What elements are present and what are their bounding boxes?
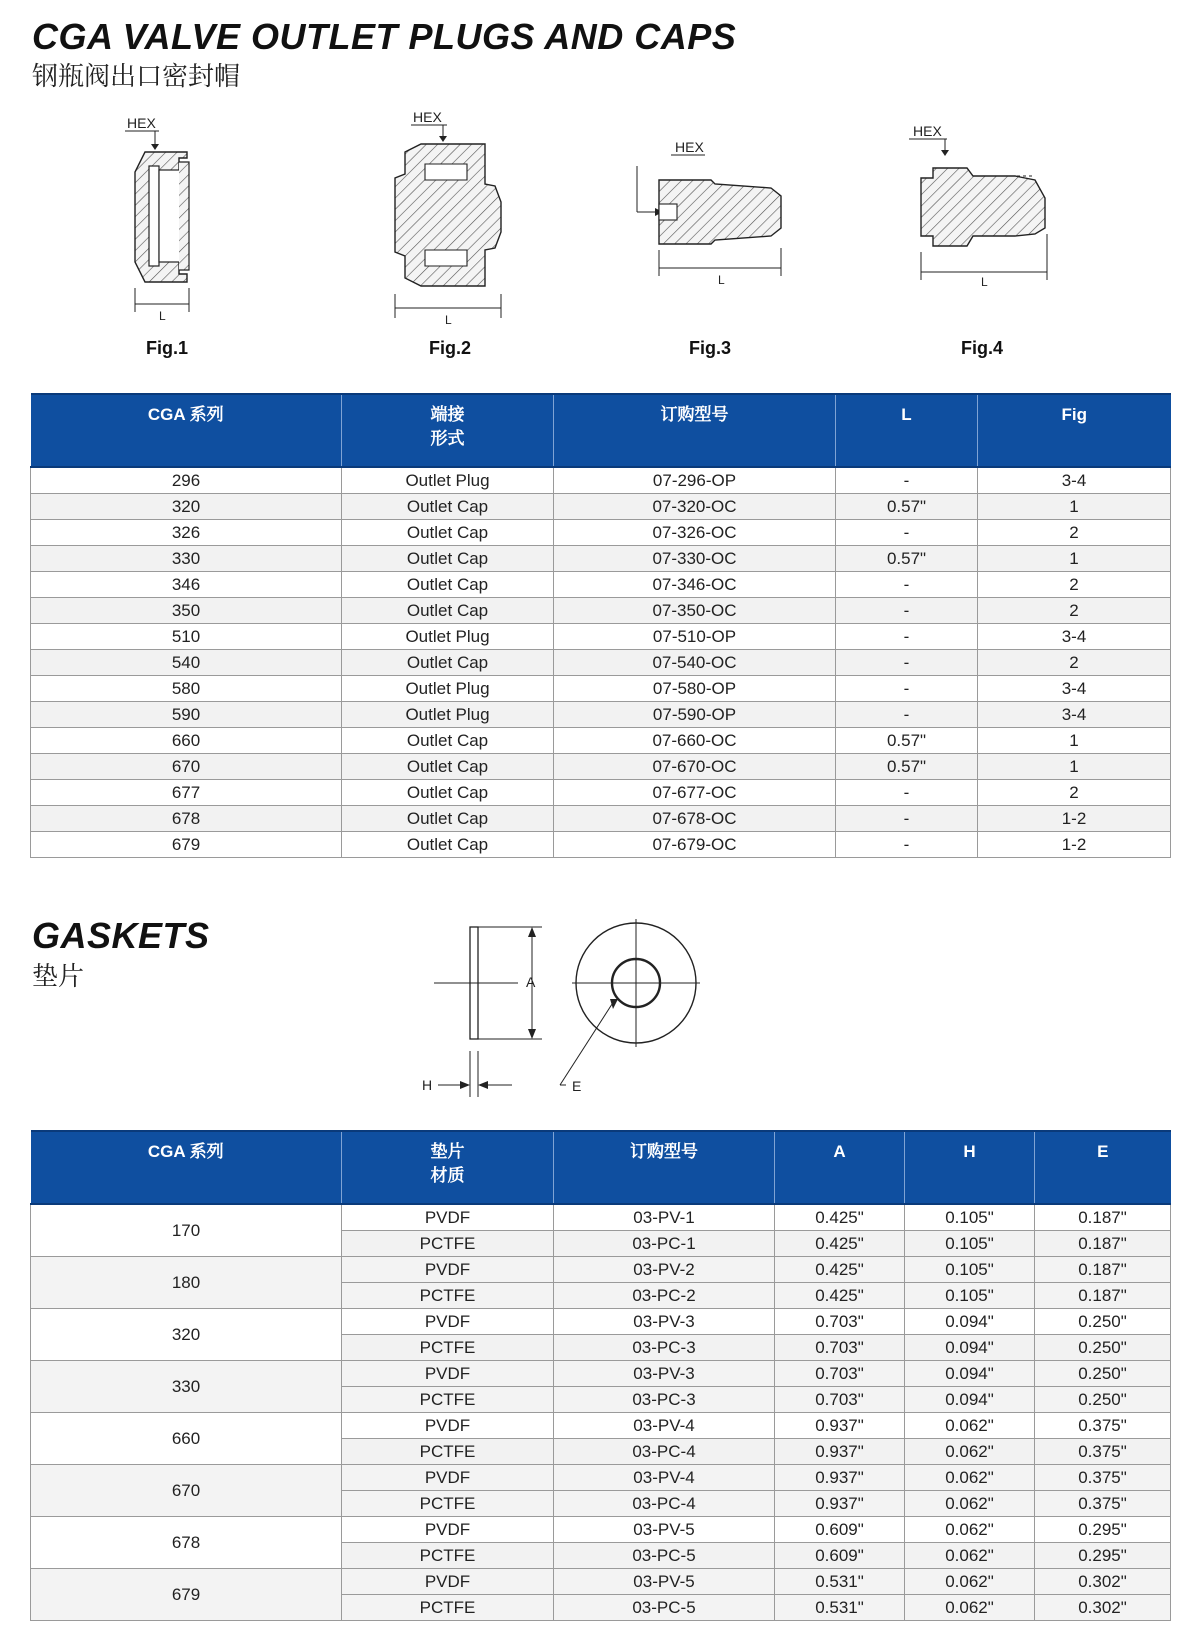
- cell-l: -: [836, 520, 978, 546]
- cell-order-number: 03-PV-1: [554, 1204, 775, 1231]
- cell-fig: 2: [978, 598, 1171, 624]
- cell-cga-series: 679: [31, 832, 342, 858]
- cell-h: 0.094": [905, 1335, 1035, 1361]
- cell-fig: 3-4: [978, 467, 1171, 494]
- cell-fig: 1: [978, 546, 1171, 572]
- cell-h: 0.062": [905, 1439, 1035, 1465]
- hex-label: HEX: [413, 109, 442, 125]
- cell-termination-type: Outlet Cap: [342, 754, 554, 780]
- cell-h: 0.094": [905, 1309, 1035, 1335]
- cell-cga-series: 510: [31, 624, 342, 650]
- fig3-plug-drawing: [635, 136, 815, 306]
- col-header-a: A: [775, 1131, 905, 1204]
- cell-h: 0.105": [905, 1204, 1035, 1231]
- cell-termination-type: Outlet Cap: [342, 832, 554, 858]
- cell-fig: 3-4: [978, 702, 1171, 728]
- cell-gasket-material: PCTFE: [342, 1335, 554, 1361]
- dim-l-label: L: [445, 313, 452, 327]
- cell-cga-series: 326: [31, 520, 342, 546]
- col-header-e: E: [1035, 1131, 1171, 1204]
- cell-a: 0.703": [775, 1361, 905, 1387]
- cell-cga-series: 350: [31, 598, 342, 624]
- cell-order-number: 07-330-OC: [554, 546, 836, 572]
- cell-e: 0.250": [1035, 1335, 1171, 1361]
- cell-order-number: 07-510-OP: [554, 624, 836, 650]
- cell-order-number: 03-PV-3: [554, 1309, 775, 1335]
- cell-cga-series: 330: [31, 1361, 342, 1413]
- cell-order-number: 03-PV-5: [554, 1569, 775, 1595]
- cell-cga-series: 678: [31, 1517, 342, 1569]
- cell-cga-series: 320: [31, 1309, 342, 1361]
- cell-order-number: 03-PC-3: [554, 1335, 775, 1361]
- cell-cga-series: 296: [31, 467, 342, 494]
- table-row: [31, 1517, 1171, 1543]
- cell-cga-series: 670: [31, 1465, 342, 1517]
- cell-termination-type: Outlet Cap: [342, 546, 554, 572]
- cell-termination-type: Outlet Cap: [342, 572, 554, 598]
- table-row: [31, 728, 1171, 754]
- col-header-gasket-material: 垫片 材质: [342, 1131, 554, 1204]
- cell-l: -: [836, 467, 978, 494]
- section-subtitle-gaskets: 垫片: [32, 962, 85, 992]
- cell-a: 0.425": [775, 1231, 905, 1257]
- cell-a: 0.937": [775, 1491, 905, 1517]
- cell-l: 0.57": [836, 494, 978, 520]
- cell-l: -: [836, 598, 978, 624]
- cell-gasket-material: PVDF: [342, 1517, 554, 1543]
- cell-gasket-material: PCTFE: [342, 1283, 554, 1309]
- cell-order-number: 07-346-OC: [554, 572, 836, 598]
- cell-a: 0.609": [775, 1517, 905, 1543]
- cell-termination-type: Outlet Plug: [342, 624, 554, 650]
- col-header-cga-series: CGA 系列: [31, 394, 342, 467]
- dim-a-label: A: [526, 974, 536, 990]
- cell-order-number: 03-PC-3: [554, 1387, 775, 1413]
- cell-e: 0.250": [1035, 1361, 1171, 1387]
- cell-l: -: [836, 676, 978, 702]
- cell-order-number: 03-PV-3: [554, 1361, 775, 1387]
- col-header-termination-type: 端接 形式: [342, 394, 554, 467]
- col-header-order-number: 订购型号: [554, 394, 836, 467]
- caps-table: [30, 393, 1171, 858]
- cell-gasket-material: PCTFE: [342, 1439, 554, 1465]
- cell-termination-type: Outlet Plug: [342, 702, 554, 728]
- cell-cga-series: 330: [31, 546, 342, 572]
- cell-order-number: 07-320-OC: [554, 494, 836, 520]
- cell-l: -: [836, 624, 978, 650]
- cell-cga-series: 180: [31, 1257, 342, 1309]
- section-title-gaskets: GASKETS: [32, 915, 210, 956]
- cell-e: 0.187": [1035, 1231, 1171, 1257]
- cell-termination-type: Outlet Cap: [342, 598, 554, 624]
- dim-l-label: L: [159, 309, 166, 323]
- cell-order-number: 03-PV-2: [554, 1257, 775, 1283]
- cell-fig: 2: [978, 780, 1171, 806]
- cell-cga-series: 580: [31, 676, 342, 702]
- cell-gasket-material: PVDF: [342, 1361, 554, 1387]
- cell-l: -: [836, 806, 978, 832]
- table-row: [31, 494, 1171, 520]
- cell-cga-series: 590: [31, 702, 342, 728]
- table-row: [31, 806, 1171, 832]
- cell-order-number: 07-296-OP: [554, 467, 836, 494]
- cell-a: 0.425": [775, 1204, 905, 1231]
- cell-l: -: [836, 780, 978, 806]
- cell-a: 0.937": [775, 1465, 905, 1491]
- cell-cga-series: 677: [31, 780, 342, 806]
- dim-l-label: L: [718, 273, 725, 287]
- cell-e: 0.187": [1035, 1257, 1171, 1283]
- table-row: [31, 1361, 1171, 1387]
- hex-label: HEX: [913, 123, 942, 139]
- cell-a: 0.937": [775, 1439, 905, 1465]
- cell-gasket-material: PVDF: [342, 1309, 554, 1335]
- cell-fig: 3-4: [978, 624, 1171, 650]
- table-row: [31, 754, 1171, 780]
- cell-h: 0.062": [905, 1465, 1035, 1491]
- table-row: [31, 1413, 1171, 1439]
- cell-gasket-material: PCTFE: [342, 1231, 554, 1257]
- cell-fig: 1: [978, 494, 1171, 520]
- cell-a: 0.937": [775, 1413, 905, 1439]
- dim-l-label: L: [981, 275, 988, 289]
- cell-a: 0.425": [775, 1283, 905, 1309]
- cell-termination-type: Outlet Cap: [342, 728, 554, 754]
- cell-fig: 1-2: [978, 832, 1171, 858]
- cell-fig: 1: [978, 728, 1171, 754]
- cell-e: 0.375": [1035, 1439, 1171, 1465]
- cell-order-number: 07-679-OC: [554, 832, 836, 858]
- cell-h: 0.062": [905, 1517, 1035, 1543]
- dim-e-label: E: [572, 1078, 582, 1094]
- cell-l: -: [836, 572, 978, 598]
- cell-gasket-material: PCTFE: [342, 1387, 554, 1413]
- section-title-caps: CGA VALVE OUTLET PLUGS AND CAPS: [32, 16, 737, 57]
- cell-order-number: 07-580-OP: [554, 676, 836, 702]
- cell-cga-series: 660: [31, 1413, 342, 1465]
- cell-termination-type: Outlet Cap: [342, 650, 554, 676]
- cell-cga-series: 170: [31, 1204, 342, 1257]
- cell-l: 0.57": [836, 754, 978, 780]
- cell-fig: 2: [978, 650, 1171, 676]
- table-row: [31, 520, 1171, 546]
- cell-order-number: 07-670-OC: [554, 754, 836, 780]
- cell-a: 0.531": [775, 1595, 905, 1621]
- cell-order-number: 03-PV-4: [554, 1413, 775, 1439]
- cell-gasket-material: PVDF: [342, 1204, 554, 1231]
- cell-order-number: 07-590-OP: [554, 702, 836, 728]
- col-header-order-number: 订购型号: [554, 1131, 775, 1204]
- cell-e: 0.250": [1035, 1387, 1171, 1413]
- cell-fig: 3-4: [978, 676, 1171, 702]
- cell-h: 0.062": [905, 1595, 1035, 1621]
- table-row: [31, 624, 1171, 650]
- cell-order-number: 07-677-OC: [554, 780, 836, 806]
- cell-e: 0.375": [1035, 1491, 1171, 1517]
- cell-a: 0.703": [775, 1335, 905, 1361]
- cell-h: 0.105": [905, 1257, 1035, 1283]
- cell-termination-type: Outlet Plug: [342, 467, 554, 494]
- fig1-cap-drawing: [115, 112, 225, 332]
- cell-a: 0.609": [775, 1543, 905, 1569]
- cell-termination-type: Outlet Cap: [342, 806, 554, 832]
- gasket-table: [30, 1130, 1171, 1621]
- cell-l: -: [836, 650, 978, 676]
- cell-e: 0.187": [1035, 1283, 1171, 1309]
- cell-order-number: 07-540-OC: [554, 650, 836, 676]
- cell-e: 0.302": [1035, 1569, 1171, 1595]
- section-subtitle-caps: 钢瓶阀出口密封帽: [32, 62, 241, 92]
- cell-l: -: [836, 702, 978, 728]
- cell-h: 0.094": [905, 1361, 1035, 1387]
- cell-fig: 2: [978, 520, 1171, 546]
- cell-order-number: 03-PC-2: [554, 1283, 775, 1309]
- table-row: [31, 832, 1171, 858]
- cell-order-number: 03-PC-4: [554, 1439, 775, 1465]
- cell-termination-type: Outlet Cap: [342, 494, 554, 520]
- cell-order-number: 03-PV-4: [554, 1465, 775, 1491]
- cell-order-number: 07-350-OC: [554, 598, 836, 624]
- cell-gasket-material: PVDF: [342, 1413, 554, 1439]
- table-row: [31, 546, 1171, 572]
- cell-termination-type: Outlet Plug: [342, 676, 554, 702]
- dim-h-label: H: [422, 1077, 433, 1093]
- cell-l: 0.57": [836, 546, 978, 572]
- cell-cga-series: 678: [31, 806, 342, 832]
- cell-gasket-material: PVDF: [342, 1569, 554, 1595]
- cell-a: 0.703": [775, 1309, 905, 1335]
- gasket-diagram: [420, 915, 750, 1115]
- cell-gasket-material: PCTFE: [342, 1491, 554, 1517]
- table-row: [31, 1465, 1171, 1491]
- cell-l: 0.57": [836, 728, 978, 754]
- table-row: [31, 572, 1171, 598]
- col-header-h: H: [905, 1131, 1035, 1204]
- fig2-cap-drawing: [385, 106, 525, 336]
- col-header-l: L: [836, 394, 978, 467]
- cell-e: 0.375": [1035, 1465, 1171, 1491]
- cell-gasket-material: PVDF: [342, 1465, 554, 1491]
- table-row: [31, 702, 1171, 728]
- table-row: [31, 1569, 1171, 1595]
- table-row: [31, 1257, 1171, 1283]
- cell-order-number: 07-678-OC: [554, 806, 836, 832]
- cell-e: 0.250": [1035, 1309, 1171, 1335]
- cell-order-number: 03-PC-1: [554, 1231, 775, 1257]
- cell-termination-type: Outlet Cap: [342, 520, 554, 546]
- cell-termination-type: Outlet Cap: [342, 780, 554, 806]
- col-header-cga-series: CGA 系列: [31, 1131, 342, 1204]
- cell-cga-series: 540: [31, 650, 342, 676]
- cell-e: 0.295": [1035, 1543, 1171, 1569]
- cell-gasket-material: PCTFE: [342, 1595, 554, 1621]
- caps-table-header: [31, 394, 1171, 467]
- cell-e: 0.295": [1035, 1517, 1171, 1543]
- gasket-table-header: [31, 1131, 1171, 1204]
- cell-gasket-material: PVDF: [342, 1257, 554, 1283]
- hex-label: HEX: [127, 115, 156, 131]
- table-row: [31, 1204, 1171, 1231]
- col-header-fig: Fig: [978, 394, 1171, 467]
- fig4-plug-drawing: [905, 120, 1105, 300]
- cell-order-number: 07-326-OC: [554, 520, 836, 546]
- fig3-label: Fig.3: [688, 338, 731, 358]
- cell-a: 0.531": [775, 1569, 905, 1595]
- cell-h: 0.062": [905, 1543, 1035, 1569]
- cell-h: 0.062": [905, 1491, 1035, 1517]
- cell-cga-series: 660: [31, 728, 342, 754]
- table-row: [31, 780, 1171, 806]
- table-row: [31, 676, 1171, 702]
- cell-h: 0.062": [905, 1569, 1035, 1595]
- table-row: [31, 650, 1171, 676]
- fig4-label: Fig.4: [960, 338, 1003, 358]
- hex-label: HEX: [675, 139, 704, 155]
- cell-cga-series: 320: [31, 494, 342, 520]
- cell-e: 0.375": [1035, 1413, 1171, 1439]
- cell-order-number: 03-PC-5: [554, 1595, 775, 1621]
- cell-h: 0.105": [905, 1283, 1035, 1309]
- table-row: [31, 598, 1171, 624]
- cell-gasket-material: PCTFE: [342, 1543, 554, 1569]
- cell-l: -: [836, 832, 978, 858]
- cell-cga-series: 670: [31, 754, 342, 780]
- cell-e: 0.302": [1035, 1595, 1171, 1621]
- fig1-label: Fig.1: [145, 338, 188, 358]
- cell-h: 0.062": [905, 1413, 1035, 1439]
- cell-fig: 1: [978, 754, 1171, 780]
- cell-h: 0.094": [905, 1387, 1035, 1413]
- cell-h: 0.105": [905, 1231, 1035, 1257]
- cell-fig: 2: [978, 572, 1171, 598]
- cell-order-number: 07-660-OC: [554, 728, 836, 754]
- cell-cga-series: 679: [31, 1569, 342, 1621]
- cell-e: 0.187": [1035, 1204, 1171, 1231]
- cell-cga-series: 346: [31, 572, 342, 598]
- table-row: [31, 1309, 1171, 1335]
- cell-order-number: 03-PV-5: [554, 1517, 775, 1543]
- cell-a: 0.703": [775, 1387, 905, 1413]
- table-row: [31, 467, 1171, 494]
- fig2-label: Fig.2: [428, 338, 471, 358]
- cell-fig: 1-2: [978, 806, 1171, 832]
- cell-a: 0.425": [775, 1257, 905, 1283]
- cell-order-number: 03-PC-4: [554, 1491, 775, 1517]
- cell-order-number: 03-PC-5: [554, 1543, 775, 1569]
